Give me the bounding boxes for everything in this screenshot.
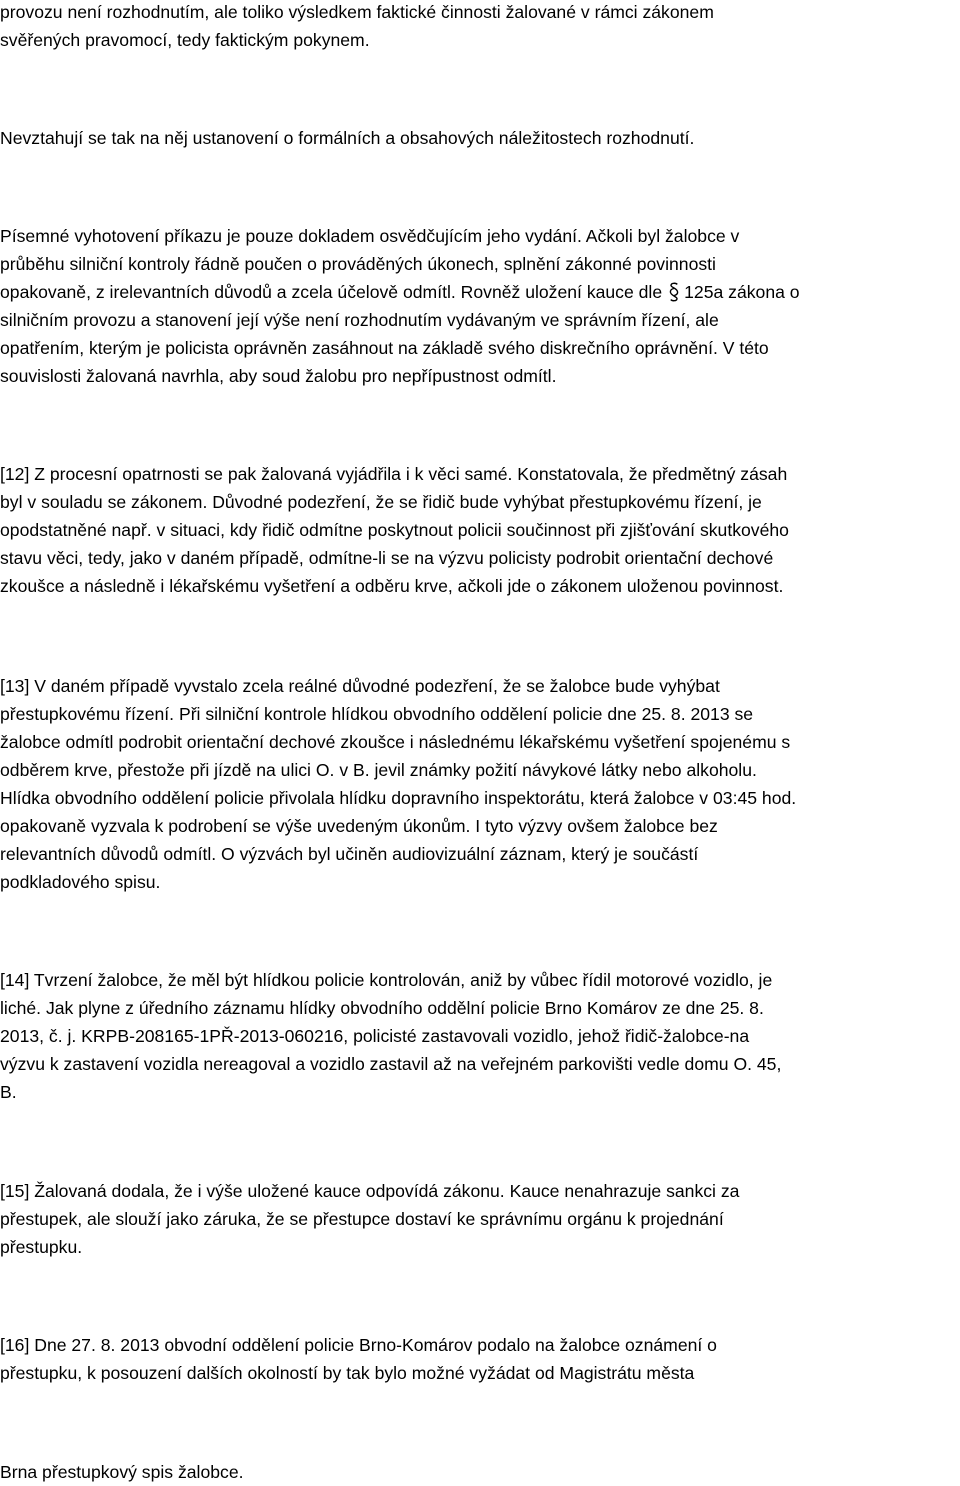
paragraph-15 [0, 1177, 960, 1261]
paragraph-brna [0, 1458, 960, 1486]
text-line: opakovaně vyzvala k podrobení se výše uvedeným úkonům. I tyto výzvy ovšem žalobce bez [0, 816, 718, 836]
text-line: B. [0, 1082, 17, 1102]
text-line: opodstatněné např. v situaci, kdy řidič odmítne poskytnout policii součinnost při zjišťování skutkového [0, 520, 789, 540]
paragraph-16 [0, 1331, 960, 1387]
paragraph-14 [0, 966, 960, 1106]
text-line: stavu věci, tedy, jako v daném případě, odmítne-li se na výzvu policisty podrobit orientační dechové [0, 548, 774, 568]
text-line: Nevztahují se tak na něj ustanovení o formálních a obsahových náležitostech rozhodnutí. [0, 128, 695, 148]
text-segment: opakovaně, z irelevantních důvodů a zcela účelově odmítl. Rovněž uložení kauce dle [0, 282, 663, 302]
text-line: Brna přestupkový spis žalobce. [0, 1462, 244, 1482]
text-line: průběhu silniční kontroly řádně poučen o prováděných úkonech, splnění zákonné povinnosti [0, 254, 716, 274]
text-line: Písemné vyhotovení příkazu je pouze dokladem osvědčujícím jeho vydání. Ačkoli byl žalobce v [0, 226, 740, 246]
text-line: přestupkovému řízení. Při silniční kontrole hlídkou obvodního oddělení policie dne 25. 8. 2013 se [0, 704, 754, 724]
text-line: podkladového spisu. [0, 872, 161, 892]
text-line: liché. Jak plyne z úředního záznamu hlídky obvodního oddělní policie Brno Komárov ze dne 25. 8. [0, 998, 764, 1018]
paragraph-13 [0, 672, 960, 896]
text-line: [15] Žalovaná dodala, že i výše uložené kauce odpovídá zákonu. Kauce nenahrazuje sankci za [0, 1181, 740, 1201]
text-line [0, 278, 960, 306]
paragraph-nevztahuji [0, 124, 960, 152]
paragraph-12 [0, 460, 960, 600]
paragraph-pisemne [0, 222, 960, 390]
text-line: relevantních důvodů odmítl. O výzvách byl učiněn audiovizuální záznam, který je součástí [0, 844, 699, 864]
text-line: zkoušce a následně i lékařskému vyšetření a odběru krve, ačkoli jde o zákonem uloženou povinnost. [0, 576, 784, 596]
paragraph-intro [0, 0, 960, 54]
text-segment: 125a zákona o [684, 282, 800, 302]
text-line: žalobce odmítl podrobit orientační dechové zkoušce i následnému lékařskému vyšetření spojenému s [0, 732, 791, 752]
text-line: přestupku. [0, 1237, 83, 1257]
text-line: Hlídka obvodního oddělení policie přivolala hlídku dopravního inspektorátu, která žalobce v 03:45 hod. [0, 788, 797, 808]
text-line: přestupek, ale slouží jako záruka, že se přestupce dostaví ke správnímu orgánu k projednání [0, 1209, 724, 1229]
text-line: provozu není rozhodnutím, ale toliko výsledkem faktické činnosti žalované v rámci zákonem [0, 2, 714, 22]
text-line: silničním provozu a stanovení její výše není rozhodnutím vydávaným ve správním řízení, ale [0, 310, 719, 330]
text-line: [14] Tvrzení žalobce, že měl být hlídkou policie kontrolován, aniž by vůbec řídil motorové vozidlo, je [0, 970, 773, 990]
text-line: [13] V daném případě vyvstalo zcela reálné důvodné podezření, že se žalobce bude vyhýbat [0, 676, 720, 696]
text-line: opatřením, kterým je policista oprávněn zasáhnout na základě svého diskrečního oprávnění. V této [0, 338, 769, 358]
text-line: souvislosti žalovaná navrhla, aby soud žalobu pro nepřípustnost odmítl. [0, 366, 557, 386]
text-line: [16] Dne 27. 8. 2013 obvodní oddělení policie Brno-Komárov podalo na žalobce oznámení o [0, 1335, 717, 1355]
text-line: svěřených pravomocí, tedy faktickým pokynem. [0, 30, 370, 50]
text-line: výzvu k zastavení vozidla nereagoval a vozidlo zastavil až na veřejném parkovišti vedle domu O. 45, [0, 1054, 782, 1074]
text-line: byl v souladu se zákonem. Důvodné podezření, že se řidič bude vyhýbat přestupkovému řízení, je [0, 492, 762, 512]
text-line: 2013, č. j. KRPB-208165-1PŘ-2013-060216, policisté zastavovali vozidlo, jehož řidič-žalobce-na [0, 1026, 750, 1046]
section-sign-icon [668, 281, 680, 303]
text-line: [12] Z procesní opatrnosti se pak žalovaná vyjádřila i k věci samé. Konstatovala, že předmětný zásah [0, 464, 788, 484]
text-line: odběrem krve, přestože při jízdě na ulici O. v B. jevil známky požití návykové látky nebo alkoholu. [0, 760, 757, 780]
text-line: přestupku, k posouzení dalších okolností by tak bylo možné vyžádat od Magistrátu města [0, 1363, 695, 1383]
